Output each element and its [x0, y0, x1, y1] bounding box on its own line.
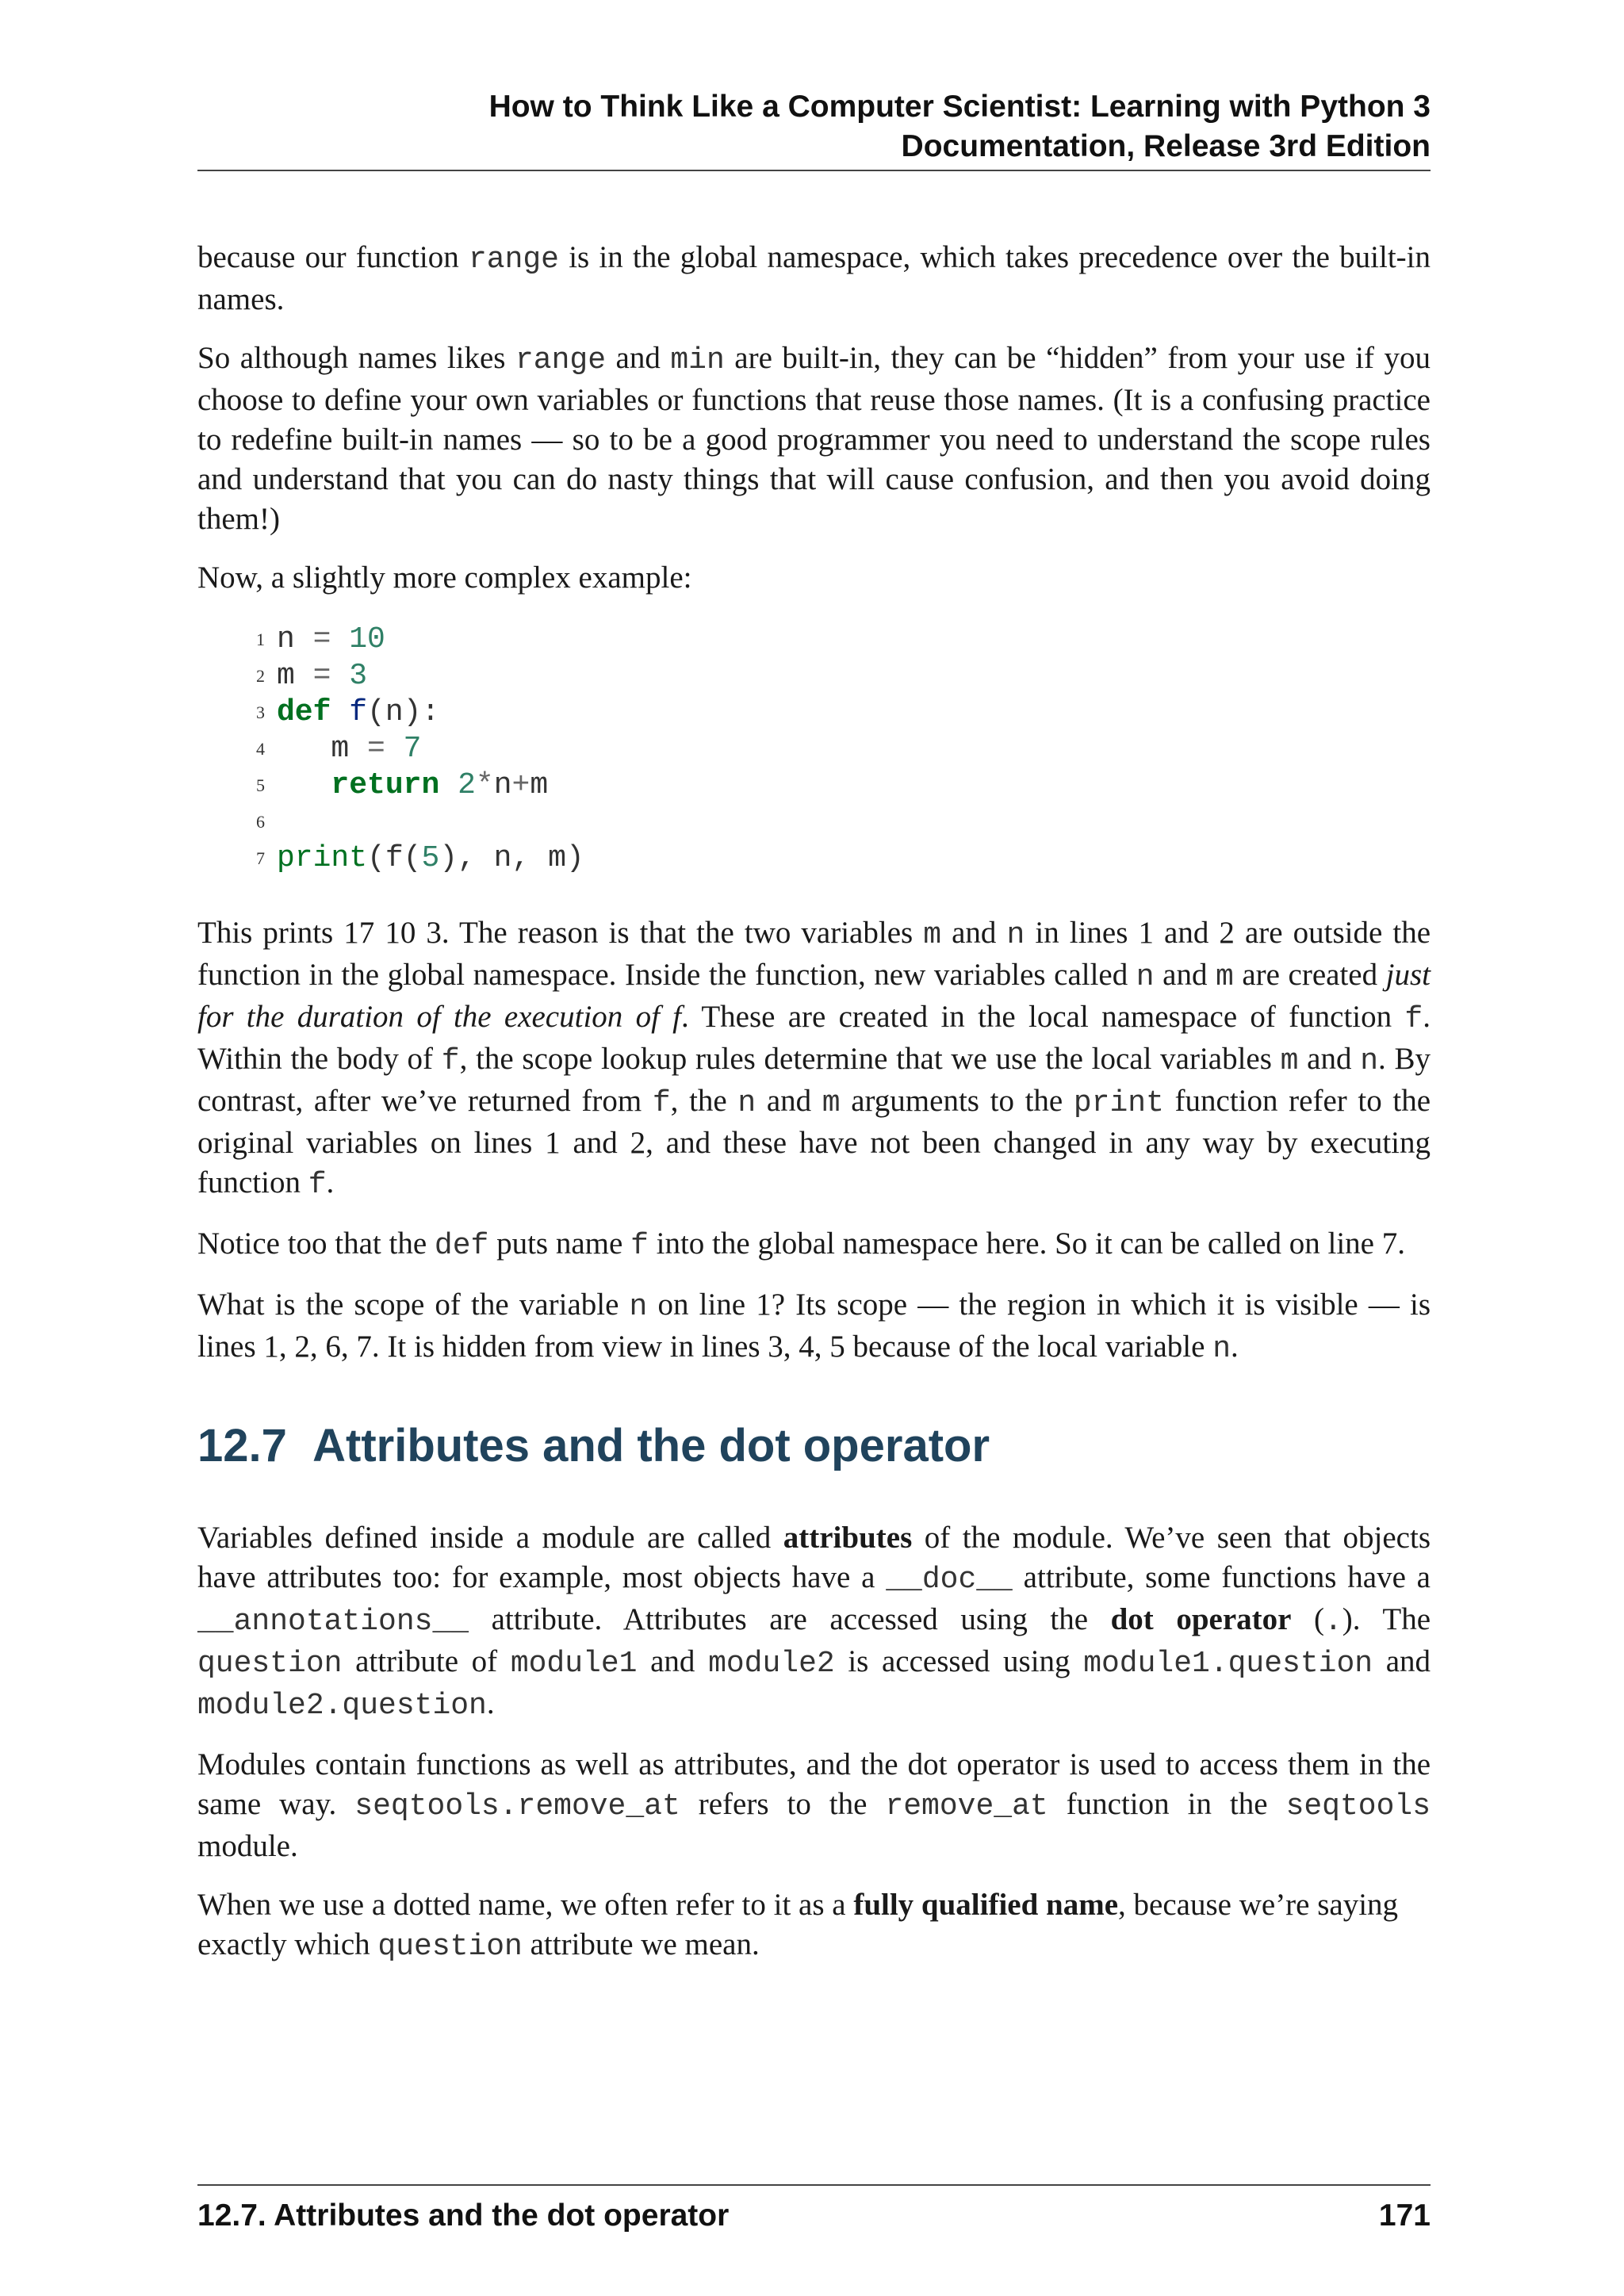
- section-number: 12.7: [197, 1420, 287, 1471]
- paragraph-attributes-definition: Variables defined inside a module are called attributes of the module. We’ve seen that objects have attributes too: for example, most objects have a __doc__ attribute, some functions have a __annotations__ attribute. Attributes are accessed using the dot operator (.). The question attribute of module1 and module2 is accessed using module1.question and module2.question.: [197, 1521, 1431, 1723]
- line-number: 5: [256, 775, 265, 795]
- paragraph-scope-question: What is the scope of the variable n on line 1? Its scope — the region in which it is visible — is lines 1, 2, 6, 7. It is hidden from view in lines 3, 4, 5 because of the local variable n.: [197, 1288, 1431, 1366]
- inline-code: min: [670, 343, 725, 377]
- footer-rule: [197, 2184, 1431, 2186]
- inline-code: range: [515, 343, 607, 377]
- code-line: [197, 804, 1431, 840]
- inline-code: range: [468, 243, 559, 277]
- code-line: 4 m = 7: [197, 731, 1431, 767]
- line-number: 2: [256, 666, 265, 686]
- paragraph-def-global: Notice too that the def puts name f into the global namespace here. So it can be called on line 7.: [197, 1226, 1405, 1263]
- paragraph-range-global: because our function range is in the global namespace, which takes precedence over the built-in names.: [197, 240, 1431, 316]
- line-number: 1: [256, 629, 265, 649]
- line-number: 3: [256, 702, 265, 722]
- code-line: 3 def f(n):: [197, 695, 1431, 731]
- running-header-line-1: How to Think Like a Computer Scientist: Learning with Python 3: [488, 90, 1431, 124]
- paragraph-modules-functions: Modules contain functions as well as attributes, and the dot operator is used to access them in the same way. seqtools.remove_at refers to the remove_at function in the seqtools module.: [197, 1747, 1431, 1863]
- section-title: Attributes and the dot operator: [312, 1420, 990, 1471]
- running-header-line-2: Documentation, Release 3rd Edition: [901, 129, 1431, 163]
- paragraph-complex-example-intro: Now, a slightly more complex example:: [197, 561, 692, 595]
- page-content: [197, 238, 1431, 1986]
- code-block: [197, 622, 1431, 877]
- paragraph-prints-explanation: This prints 17 10 3. The reason is that the two variables m and n in lines 1 and 2 are outside the function in the global namespace. Inside the function, new variables called n and m are created just for the duration of the execution of f. These are created in the local namespace of function f. Within the body of f, the scope lookup rules determine that we use the local variables m and n. By contrast, after we’ve returned from f, the n and m arguments to the print function refer to the original variables on lines 1 and 2, and these have not been changed in any way by executing function f.: [197, 916, 1431, 1202]
- page-number: 171: [1378, 2198, 1431, 2233]
- code-line: 2 m = 3: [197, 658, 1431, 695]
- running-footer: [197, 2196, 1431, 2236]
- code-line: 1 n = 10: [197, 622, 1431, 658]
- line-number: 4: [256, 739, 265, 759]
- paragraph-fully-qualified-name: When we use a dotted name, we often refer to it as a fully qualified name, because we’re saying exactly which question attribute we mean.: [197, 1888, 1399, 1964]
- line-number: 6: [256, 812, 265, 832]
- document-page: [197, 0, 1431, 2296]
- section-heading: [197, 1418, 1431, 1474]
- header-rule: [197, 170, 1431, 171]
- footer-section-label: 12.7. Attributes and the dot operator: [197, 2198, 730, 2233]
- code-line: 5 return 2*n+m: [197, 767, 1431, 804]
- code-line: 7 print(f(5), n, m): [197, 840, 1431, 877]
- line-number: 7: [256, 848, 265, 868]
- paragraph-hidden-builtins: So although names likes range and min are built-in, they can be “hidden” from your use if you choose to define your own variables or functions that reuse those names. (It is a confusing practice to redefine built-in names — so to be a good programmer you need to understand the scope rules and understand that you can do nasty things that will cause confusion, and then you avoid doing them!): [197, 341, 1431, 536]
- running-header: [197, 87, 1431, 166]
